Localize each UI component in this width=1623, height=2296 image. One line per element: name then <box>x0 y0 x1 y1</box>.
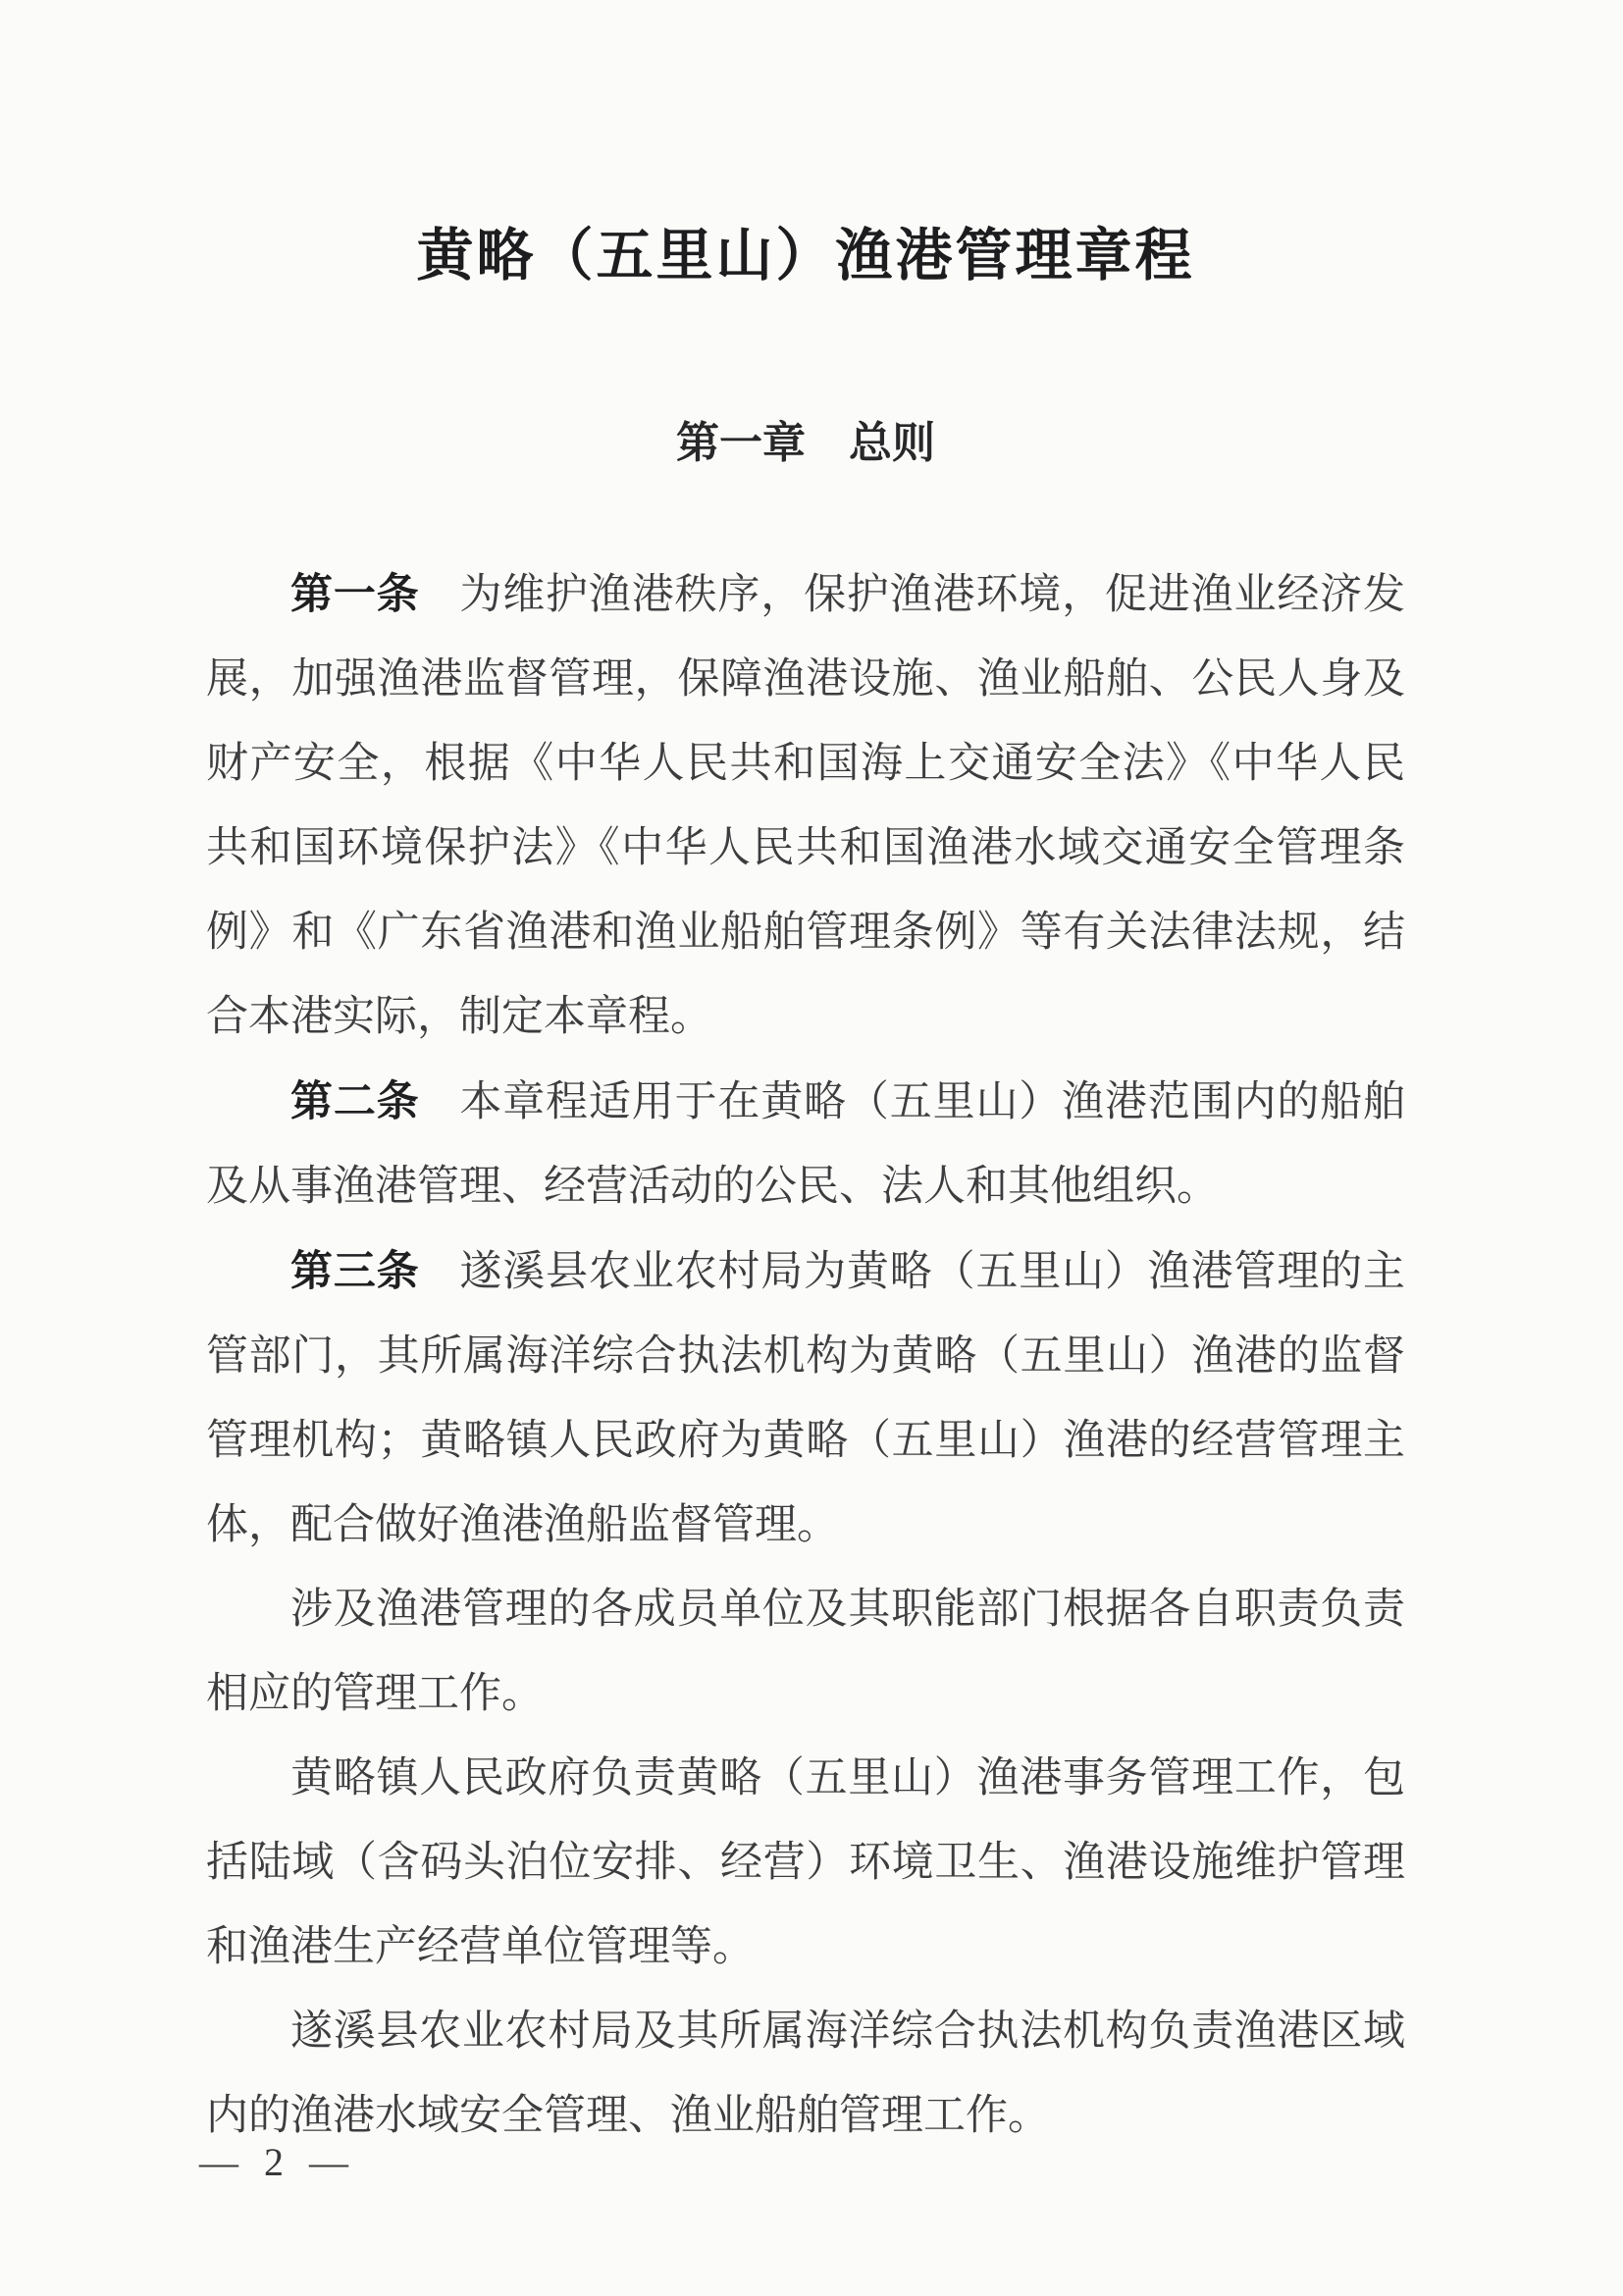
article-3-text: 遂溪县农业农村局为黄略（五里山）渔港管理的主管部门，其所属海洋综合执法机构为黄略（五里山）渔港的监督管理机构；黄略镇人民政府为黄略（五里山）渔港的经营管理主体，配合做好渔港渔船监督管理。 <box>206 1249 1406 1548</box>
paragraph-agriculture-bureau-duties <box>206 1990 1405 2159</box>
paragraph-4-text: 涉及渔港管理的各成员单位及其职能部门根据各自职责负责相应的管理工作。 <box>206 1587 1405 1717</box>
paragraph-town-government-duties <box>206 1737 1405 1990</box>
paragraph-5-text: 黄略镇人民政府负责黄略（五里山）渔港事务管理工作，包括陆域（含码头泊位安排、经营）环境卫生、渔港设施维护管理和渔港生产经营单位管理等。 <box>206 1755 1405 1970</box>
paragraph-6-text: 遂溪县农业农村局及其所属海洋综合执法机构负责渔港区域内的渔港水域安全管理、渔业船舶管理工作。 <box>206 2009 1405 2139</box>
article-1-text: 为维护渔港秩序，保护渔港环境，促进渔业经济发展，加强渔港监督管理，保障渔港设施、渔业船舶、公民人身及财产安全，根据《中华人民共和国海上交通安全法》《中华人民共和国环境保护法》《中华人民共和国渔港水域交通安全管理条例》和《广东省渔港和渔业船舶管理条例》等有关法律法规，结合本港实际，制定本章程。 <box>206 572 1406 1040</box>
paragraph-article-2 <box>206 1060 1405 1229</box>
paragraph-article-3 <box>206 1229 1405 1568</box>
article-1-label: 第一条 <box>290 571 420 618</box>
document-body <box>206 552 1405 2159</box>
article-2-text: 本章程适用于在黄略（五里山）渔港范围内的船舶及从事渔港管理、经营活动的公民、法人和其他组织。 <box>206 1079 1406 1210</box>
paragraph-article-1 <box>206 552 1405 1060</box>
page-number: — 2 — <box>199 2140 356 2184</box>
article-3-label: 第三条 <box>290 1248 420 1295</box>
document-title: 黄略（五里山）渔港管理章程 <box>416 224 1195 287</box>
article-2-label: 第二条 <box>290 1078 420 1125</box>
chapter-heading: 第一章 总则 <box>676 419 935 467</box>
paragraph-duties-general <box>206 1568 1405 1737</box>
